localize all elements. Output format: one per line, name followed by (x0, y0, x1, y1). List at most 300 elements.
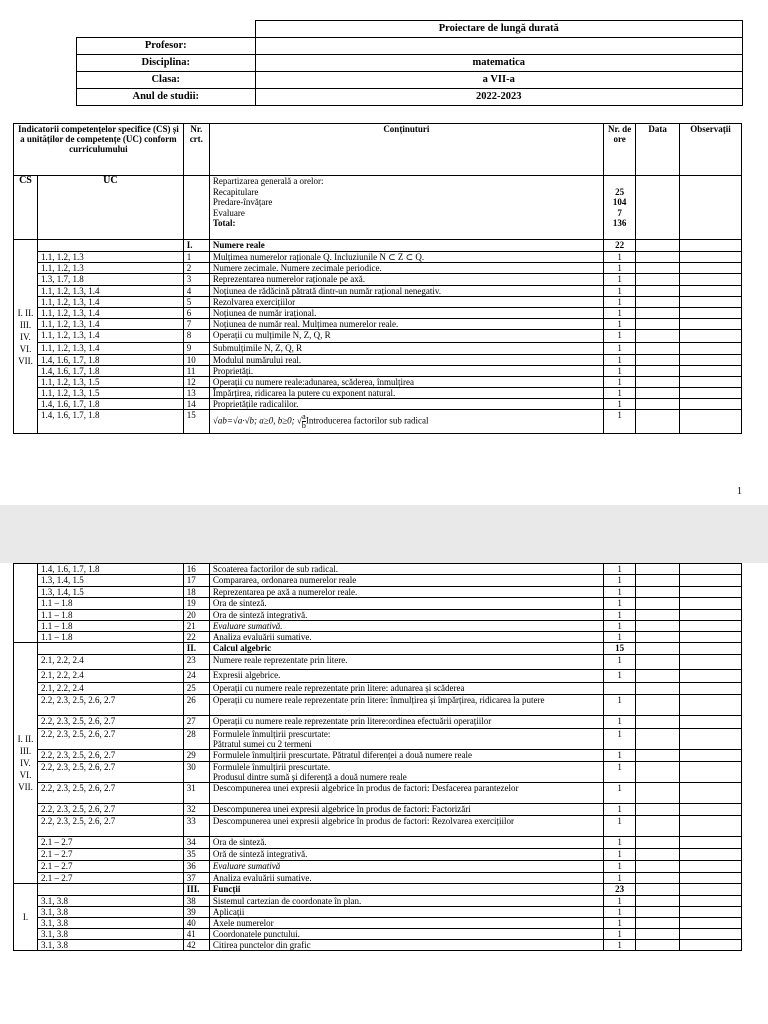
table-row (14, 683, 742, 695)
content-cell (209, 274, 603, 286)
table-row (14, 598, 742, 610)
hours-cell: 1 (603, 670, 636, 683)
hours-cell: 1 (603, 750, 636, 762)
content-cell (209, 319, 603, 330)
content-cell (209, 884, 603, 896)
uc-cell: 2.1, 2.2, 2.4 (37, 655, 183, 670)
table-row (14, 940, 742, 951)
nr-cell: 25 (183, 683, 209, 695)
date-cell (636, 274, 680, 286)
formula-condition: ; a≥0, b≥0; (254, 415, 295, 426)
content-text: Evaluare sumativă. (212, 621, 283, 631)
date-cell (636, 929, 680, 940)
notes-cell (679, 643, 741, 655)
table-row (14, 252, 742, 263)
uc-cell: 1.3, 1.7, 1.8 (37, 274, 183, 286)
table-row (14, 837, 742, 849)
content-text: Submulțimile N, Z, Q, R (212, 343, 303, 353)
formula-text: Introducerea factorilor sub radical (305, 415, 429, 426)
table-row (14, 750, 742, 762)
nr-cell: 7 (183, 319, 209, 330)
content-text: Operații cu numere reale reprezentate prin litere: adunarea și scăderea (212, 683, 465, 693)
notes-cell (679, 837, 741, 849)
table-row (14, 355, 742, 366)
date-cell (636, 240, 680, 252)
content-text: Operații cu numere reale reprezentate prin litere: înmulțirea și împărțirea, ridicarea la putere (212, 695, 545, 705)
date-cell (636, 366, 680, 377)
nr-cell: 9 (183, 343, 209, 355)
notes-cell (679, 263, 741, 274)
table-row (14, 286, 742, 297)
content-text: Citirea punctelor din grafic (212, 940, 311, 950)
table-row (14, 366, 742, 377)
hours-cell: 1 (603, 929, 636, 940)
hours-cell: 1 (603, 343, 636, 355)
uc-cell: 2.2, 2.3, 2.5, 2.6, 2.7 (37, 804, 183, 816)
table-row (14, 575, 742, 587)
table-row (14, 861, 742, 873)
content-text: Descompunerea unei expresii algebrice în produs de factori: Desfacerea parantezelor (212, 783, 519, 793)
content-cell (209, 837, 603, 849)
notes-cell (679, 297, 741, 308)
content-cell (209, 366, 603, 377)
table-row (14, 873, 742, 884)
uc-cell: 2.2, 2.3, 2.5, 2.6, 2.7 (37, 750, 183, 762)
cs-label: CS (14, 176, 38, 240)
uc-cell: 1.1, 1.2, 1.3, 1.5 (37, 377, 183, 388)
uc-cell: 3.1, 3.8 (37, 940, 183, 951)
hours-cell: 1 (603, 896, 636, 907)
content-text: Reprezentarea numerelor raționale pe axă. (212, 274, 366, 284)
hours-cell: 1 (603, 286, 636, 297)
uc-cell: 1.4, 1.6, 1.7, 1.8 (37, 564, 183, 575)
uc-cell (37, 643, 183, 655)
nr-cell: 3 (183, 274, 209, 286)
notes-cell (679, 587, 741, 598)
content-text-2: Pătratul sumei cu 2 termeni (212, 739, 312, 749)
content-cell (209, 940, 603, 951)
content-cell (209, 861, 603, 873)
nr-cell: 21 (183, 621, 209, 632)
uc-cell: 3.1, 3.8 (37, 907, 183, 918)
hours-cell: 1 (603, 399, 636, 410)
content-cell (209, 252, 603, 263)
table-row (14, 308, 742, 319)
hours-cell: 1 (603, 783, 636, 804)
uc-cell: 2.1 – 2.7 (37, 861, 183, 873)
uc-cell: 2.1 – 2.7 (37, 849, 183, 861)
cs-group-label: I. (22, 912, 29, 922)
hours-cell: 1 (603, 849, 636, 861)
uc-cell: 2.2, 2.3, 2.5, 2.6, 2.7 (37, 783, 183, 804)
date-cell (636, 575, 680, 587)
nr-cell: 5 (183, 297, 209, 308)
header-label-class: Clasa: (77, 72, 256, 89)
content-cell (209, 762, 603, 783)
uc-cell: 2.1, 2.2, 2.4 (37, 670, 183, 683)
content-text: Aplicații (212, 907, 245, 917)
document-page-1 (0, 0, 768, 505)
date-cell (636, 319, 680, 330)
content-text: Operații cu mulțimile N, Z, Q, R (212, 330, 331, 340)
hours-cell: 1 (603, 762, 636, 783)
content-cell (209, 783, 603, 804)
content-text: Compararea, ordonarea numerelor reale (212, 575, 357, 585)
table-row (14, 319, 742, 330)
hours-cell: 1 (603, 274, 636, 286)
notes-cell (679, 366, 741, 377)
nr-cell: 29 (183, 750, 209, 762)
uc-cell: 2.2, 2.3, 2.5, 2.6, 2.7 (37, 729, 183, 750)
content-cell (209, 355, 603, 366)
content-text: Noțiunea de număr real. Mulțimea numerelor reale. (212, 319, 399, 329)
nr-cell: 37 (183, 873, 209, 884)
header-value-professor (255, 38, 743, 55)
content-text-2: Produsul dintre sumă și diferență a două numere reale (212, 772, 407, 782)
document-page-2 (0, 563, 768, 1024)
table-row (14, 399, 742, 410)
uc-cell: 1.4, 1.6, 1.7, 1.8 (37, 399, 183, 410)
hours-cell: 1 (603, 355, 636, 366)
notes-cell (679, 632, 741, 643)
nr-cell: 8 (183, 330, 209, 343)
uc-cell: 1.4, 1.6, 1.7, 1.8 (37, 355, 183, 366)
uc-cell: 2.1 – 2.7 (37, 873, 183, 884)
hours-cell: 23 (603, 884, 636, 896)
content-cell (209, 683, 603, 695)
table-row (14, 907, 742, 918)
date-cell (636, 399, 680, 410)
content-text: Numere reale reprezentate prin litere. (212, 655, 348, 665)
notes-cell (679, 783, 741, 804)
content-text: Ora de sinteză. (212, 598, 267, 608)
content-cell (209, 929, 603, 940)
hours-cell: 1 (603, 918, 636, 929)
table-row (14, 804, 742, 816)
uc-cell: 2.2, 2.3, 2.5, 2.6, 2.7 (37, 816, 183, 837)
date-cell (636, 621, 680, 632)
distribution-values: 25 104 7 136 (603, 176, 636, 240)
content-cell (209, 716, 603, 729)
table-row (14, 849, 742, 861)
header-label-discipline: Disciplina: (77, 55, 256, 72)
hours-cell: 1 (603, 564, 636, 575)
table-row (14, 274, 742, 286)
date-cell (636, 377, 680, 388)
hours-cell: 1 (603, 940, 636, 951)
notes-cell (679, 564, 741, 575)
header-value-year: 2022-2023 (255, 89, 743, 106)
hours-cell: 1 (603, 816, 636, 837)
uc-cell: 2.2, 2.3, 2.5, 2.6, 2.7 (37, 762, 183, 783)
page-gap (0, 505, 768, 563)
notes-cell (679, 343, 741, 355)
content-text: Operații cu numere reale reprezentate prin litere:ordinea efectuării operațiilor (212, 716, 492, 726)
content-text: Evaluare sumativă (212, 861, 281, 871)
notes-cell (679, 355, 741, 366)
hours-cell: 1 (603, 377, 636, 388)
uc-cell: 1.1, 1.2, 1.3, 1.4 (37, 319, 183, 330)
content-cell (209, 632, 603, 643)
table-row (14, 670, 742, 683)
hours-cell: 1 (603, 716, 636, 729)
nr-cell: 40 (183, 918, 209, 929)
notes-cell (679, 330, 741, 343)
date-cell (636, 804, 680, 816)
nr-cell: 18 (183, 587, 209, 598)
hours-cell: 1 (603, 861, 636, 873)
cs-cell (14, 884, 38, 951)
hours-cell: 1 (603, 330, 636, 343)
content-text: Mulțimea numerelor raționale Q. Incluziunile N ⊂ Z ⊂ Q. (212, 252, 425, 262)
nr-cell: 23 (183, 655, 209, 670)
content-text: Ora de sinteză. (212, 837, 267, 847)
nr-cell: II. (183, 643, 209, 655)
content-text: Formulele înmulțirii prescurtate. Pătratul diferenței a două numere reale (212, 750, 473, 760)
date-cell (636, 907, 680, 918)
table-row (14, 632, 742, 643)
cs-group-label: I. II. III. IV. VI. VII. (17, 307, 34, 366)
hours-cell: 1 (603, 695, 636, 716)
table-row (14, 762, 742, 783)
nr-cell: 41 (183, 929, 209, 940)
hours-cell: 22 (603, 240, 636, 252)
content-text: Împărțirea, ridicarea la putere cu exponent natural. (212, 388, 396, 398)
content-cell (209, 695, 603, 716)
notes-cell (679, 252, 741, 263)
uc-cell: 1.3, 1.4, 1.5 (37, 575, 183, 587)
uc-cell: 1.1, 1.2, 1.3 (37, 263, 183, 274)
table-row (14, 655, 742, 670)
date-cell (636, 330, 680, 343)
nr-cell: 2 (183, 263, 209, 274)
date-cell (636, 598, 680, 610)
uc-cell: 1.1, 1.2, 1.3, 1.4 (37, 286, 183, 297)
notes-cell (679, 750, 741, 762)
date-cell (636, 587, 680, 598)
date-cell (636, 410, 680, 434)
content-cell (209, 564, 603, 575)
content-cell (209, 286, 603, 297)
content-text: Coordonatele punctului. (212, 929, 300, 939)
nr-cell: 4 (183, 286, 209, 297)
content-text: Rezolvarea exercițiilor (212, 297, 296, 307)
date-cell (636, 610, 680, 621)
content-cell (209, 308, 603, 319)
content-cell (209, 670, 603, 683)
plan-table-page-2 (13, 563, 742, 951)
nr-cell: 24 (183, 670, 209, 683)
notes-cell (679, 377, 741, 388)
uc-cell: 1.1 – 1.8 (37, 632, 183, 643)
content-cell (209, 330, 603, 343)
hours-cell: 1 (603, 366, 636, 377)
uc-cell: 2.1, 2.2, 2.4 (37, 683, 183, 695)
hours-cell: 1 (603, 252, 636, 263)
page-number: 1 (737, 486, 742, 497)
content-cell (209, 643, 603, 655)
hours-cell: 1 (603, 587, 636, 598)
nr-cell: 26 (183, 695, 209, 716)
notes-cell (679, 918, 741, 929)
nr-cell: 10 (183, 355, 209, 366)
content-cell (209, 918, 603, 929)
notes-cell (679, 655, 741, 670)
notes-cell (679, 388, 741, 399)
content-cell (209, 873, 603, 884)
hours-cell: 1 (603, 263, 636, 274)
nr-cell: 32 (183, 804, 209, 816)
table-row (14, 695, 742, 716)
nr-cell: 30 (183, 762, 209, 783)
content-cell (209, 297, 603, 308)
cs-cell (14, 240, 38, 434)
hours-cell: 1 (603, 575, 636, 587)
notes-cell (679, 683, 741, 695)
notes-cell (679, 907, 741, 918)
content-text: Axele numerelor (212, 918, 274, 928)
header-label-year: Anul de studii: (77, 89, 256, 106)
content-cell (209, 343, 603, 355)
notes-cell (679, 274, 741, 286)
date-cell (636, 252, 680, 263)
column-header-content: Conținuturi (209, 124, 603, 176)
uc-cell: 1.1, 1.2, 1.3 (37, 252, 183, 263)
nr-cell: 20 (183, 610, 209, 621)
hours-cell: 1 (603, 873, 636, 884)
content-text: Formulele înmulțirii prescurtate: (212, 729, 331, 739)
nr-cell: 33 (183, 816, 209, 837)
table-row (14, 587, 742, 598)
nr-cell: 14 (183, 399, 209, 410)
header-label-professor: Profesor: (77, 38, 256, 55)
table-row (14, 621, 742, 632)
content-cell (209, 598, 603, 610)
date-cell (636, 263, 680, 274)
nr-cell: 6 (183, 308, 209, 319)
date-cell (636, 343, 680, 355)
uc-cell: 1.1, 1.2, 1.3, 1.4 (37, 297, 183, 308)
uc-cell: 1.1 – 1.8 (37, 610, 183, 621)
uc-cell: 1.3, 1.4, 1.5 (37, 587, 183, 598)
hours-cell: 1 (603, 632, 636, 643)
nr-cell: 34 (183, 837, 209, 849)
content-cell (209, 575, 603, 587)
notes-cell (679, 896, 741, 907)
notes-cell (679, 575, 741, 587)
nr-cell: 35 (183, 849, 209, 861)
date-cell (636, 670, 680, 683)
date-cell (636, 861, 680, 873)
table-row (14, 263, 742, 274)
content-text: Expresii algebrice. (212, 670, 281, 680)
column-header-indicators: Indicatorii competențelor specifice (CS) și a unităților de competențe (UC) conform curriculumului (14, 124, 184, 176)
hours-cell: 1 (603, 804, 636, 816)
table-row (14, 330, 742, 343)
nr-cell: 31 (183, 783, 209, 804)
column-header-notes: Observații (679, 124, 741, 176)
content-text: Numere reale (212, 240, 265, 250)
content-text: Analiza evaluării sumative. (212, 873, 312, 883)
nr-cell: 16 (183, 564, 209, 575)
header-table (76, 20, 743, 106)
notes-cell (679, 308, 741, 319)
formula-fraction: $\frac{a}{b}$ (301, 412, 306, 430)
notes-cell (679, 240, 741, 252)
nr-cell: 36 (183, 861, 209, 873)
date-cell (636, 884, 680, 896)
uc-cell: 1.1, 1.2, 1.3, 1.4 (37, 308, 183, 319)
content-text: Operații cu numere reale:adunarea, scăderea, înmulțirea (212, 377, 415, 387)
content-text: Ora de sinteză integrativă. (212, 610, 308, 620)
content-text: Funcții (212, 884, 241, 894)
uc-cell: 2.2, 2.3, 2.5, 2.6, 2.7 (37, 716, 183, 729)
column-header-date: Data (636, 124, 680, 176)
date-cell (636, 750, 680, 762)
hours-cell: 1 (603, 837, 636, 849)
notes-cell (679, 319, 741, 330)
notes-cell (679, 816, 741, 837)
notes-cell (679, 940, 741, 951)
uc-cell: 1.1 – 1.8 (37, 621, 183, 632)
date-cell (636, 388, 680, 399)
nr-cell: 39 (183, 907, 209, 918)
content-text: Noțiunea de număr irațional. (212, 308, 317, 318)
uc-cell: 1.1, 1.2, 1.3, 1.4 (37, 330, 183, 343)
content-text: Scoaterea factorilor de sub radical. (212, 564, 339, 574)
content-cell (209, 896, 603, 907)
nr-cell: 17 (183, 575, 209, 587)
content-cell (209, 587, 603, 598)
uc-cell (37, 884, 183, 896)
content-text: Formulele înmulțirii prescurtate. (212, 762, 331, 772)
hours-cell: 1 (603, 410, 636, 434)
header-value-discipline: matematica (255, 55, 743, 72)
uc-cell: 1.1, 1.2, 1.3, 1.4 (37, 343, 183, 355)
formula-cell: √ab=√a·√b; a≥0, b≥0; √ $\frac{a}{b}$ Introducerea factorilor sub radical (209, 410, 603, 434)
cs-cell (14, 564, 38, 643)
hours-cell: 1 (603, 655, 636, 670)
distribution-row (14, 176, 742, 240)
content-text: Proprietăți. (212, 366, 254, 376)
uc-cell: 3.1, 3.8 (37, 918, 183, 929)
hours-cell: 1 (603, 388, 636, 399)
content-cell (209, 849, 603, 861)
table-row (14, 716, 742, 729)
content-cell (209, 388, 603, 399)
uc-cell: 1.1 – 1.8 (37, 598, 183, 610)
uc-cell: 1.4, 1.6, 1.7, 1.8 (37, 366, 183, 377)
notes-cell (679, 762, 741, 783)
nr-cell: 28 (183, 729, 209, 750)
nr-cell: 11 (183, 366, 209, 377)
content-cell (209, 240, 603, 252)
date-cell (636, 837, 680, 849)
date-cell (636, 873, 680, 884)
hours-cell: 1 (603, 598, 636, 610)
section-row (14, 240, 742, 252)
content-cell (209, 610, 603, 621)
notes-cell (679, 598, 741, 610)
nr-cell: 22 (183, 632, 209, 643)
notes-cell (679, 729, 741, 750)
notes-cell (679, 849, 741, 861)
date-cell (636, 643, 680, 655)
uc-label: UC (37, 176, 183, 240)
date-cell (636, 849, 680, 861)
date-cell (636, 683, 680, 695)
content-cell (209, 804, 603, 816)
